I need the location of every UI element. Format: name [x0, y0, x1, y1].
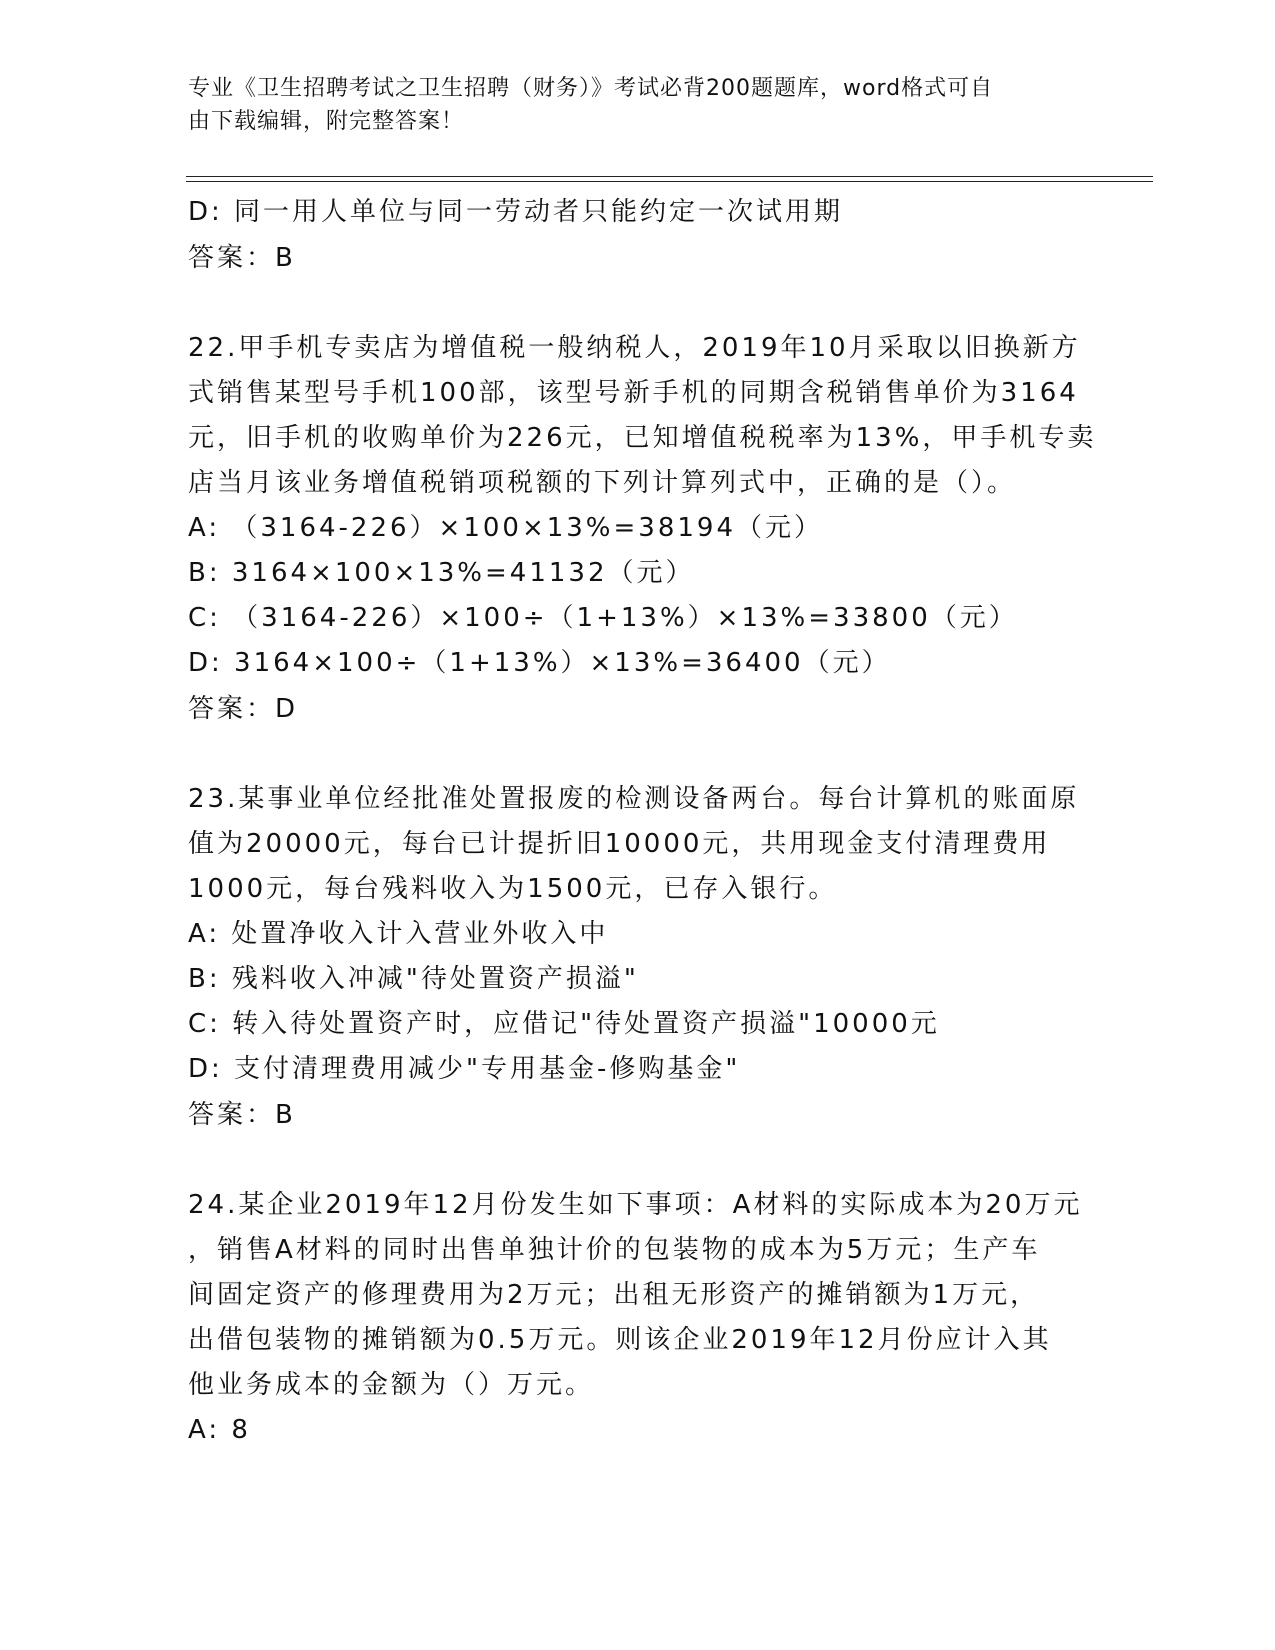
question-text-line: 24.某企业2019年12月份发生如下事项：A材料的实际成本为20万元: [188, 1190, 1083, 1220]
spacer: [188, 1138, 1088, 1183]
question-text-line: 1000元，每台残料收入为1500元，已存入银行。: [188, 874, 838, 904]
answer: 答案：B: [188, 1100, 296, 1130]
option-c: C: （3164-226）×100÷（1+13%）×13%=33800（元）: [188, 603, 1018, 633]
option-d: D: 3164×100÷（1+13%）×13%=36400（元）: [188, 648, 891, 678]
question-text-line: 式销售某型号手机100部，该型号新手机的同期含税销售单价为3164: [188, 378, 1079, 408]
prev-option-d: D: 同一用人单位与同一劳动者只能约定一次试用期: [188, 197, 844, 227]
option-c: C: 转入待处置资产时，应借记"待处置资产损溢"10000元: [188, 1009, 940, 1039]
answer: 答案：D: [188, 694, 299, 724]
document-header: 专业《卫生招聘考试之卫生招聘（财务）》考试必背200题题库，word格式可自 由下载编辑，附完整答案！: [188, 76, 994, 134]
question-text-line: ，销售A材料的同时出售单独计价的包装物的成本为5万元；生产车: [188, 1235, 1041, 1265]
option-b: B: 残料收入冲减"待处置资产损溢": [188, 964, 639, 994]
question-text-line: 23.某事业单位经批准处置报废的检测设备两台。每台计算机的账面原: [188, 784, 1080, 814]
question-text-line: 他业务成本的金额为（）万元。: [188, 1370, 595, 1400]
question-text-line: 出借包装物的摊销额为0.5万元。则该企业2019年12月份应计入其: [188, 1325, 1052, 1355]
question-text-line: 22.甲手机专卖店为增值税一般纳税人，2019年10月采取以旧换新方: [188, 333, 1081, 363]
question-text-line: 店当月该业务增值税销项税额的下列计算列式中，正确的是（）。: [188, 468, 1017, 498]
document-body: [188, 190, 1097, 1453]
question-24: [188, 1183, 1088, 1453]
question-23: [188, 777, 1088, 1138]
option-d: D: 支付清理费用减少"专用基金-修购基金": [188, 1054, 741, 1084]
option-a: A: 处置净收入计入营业外收入中: [188, 919, 609, 949]
question-22: [188, 326, 1097, 732]
question-text-line: 值为20000元，每台已计提折旧10000元，共用现金支付清理费用: [188, 829, 1051, 859]
question-text-line: 间固定资产的修理费用为2万元；出租无形资产的摊销额为1万元，: [188, 1280, 1040, 1310]
header-divider-top: [186, 176, 1153, 177]
option-a: A: 8: [188, 1415, 251, 1445]
prev-answer: 答案：B: [188, 243, 296, 273]
option-b: B: 3164×100×13%=41132（元）: [188, 558, 695, 588]
question-text-line: 元，旧手机的收购单价为226元，已知增值税税率为13%，甲手机专卖: [188, 423, 1097, 453]
spacer: [188, 281, 1088, 326]
spacer: [188, 732, 1088, 777]
option-a: A: （3164-226）×100×13%=38194（元）: [188, 513, 824, 543]
header-divider-bottom: [186, 181, 1153, 182]
